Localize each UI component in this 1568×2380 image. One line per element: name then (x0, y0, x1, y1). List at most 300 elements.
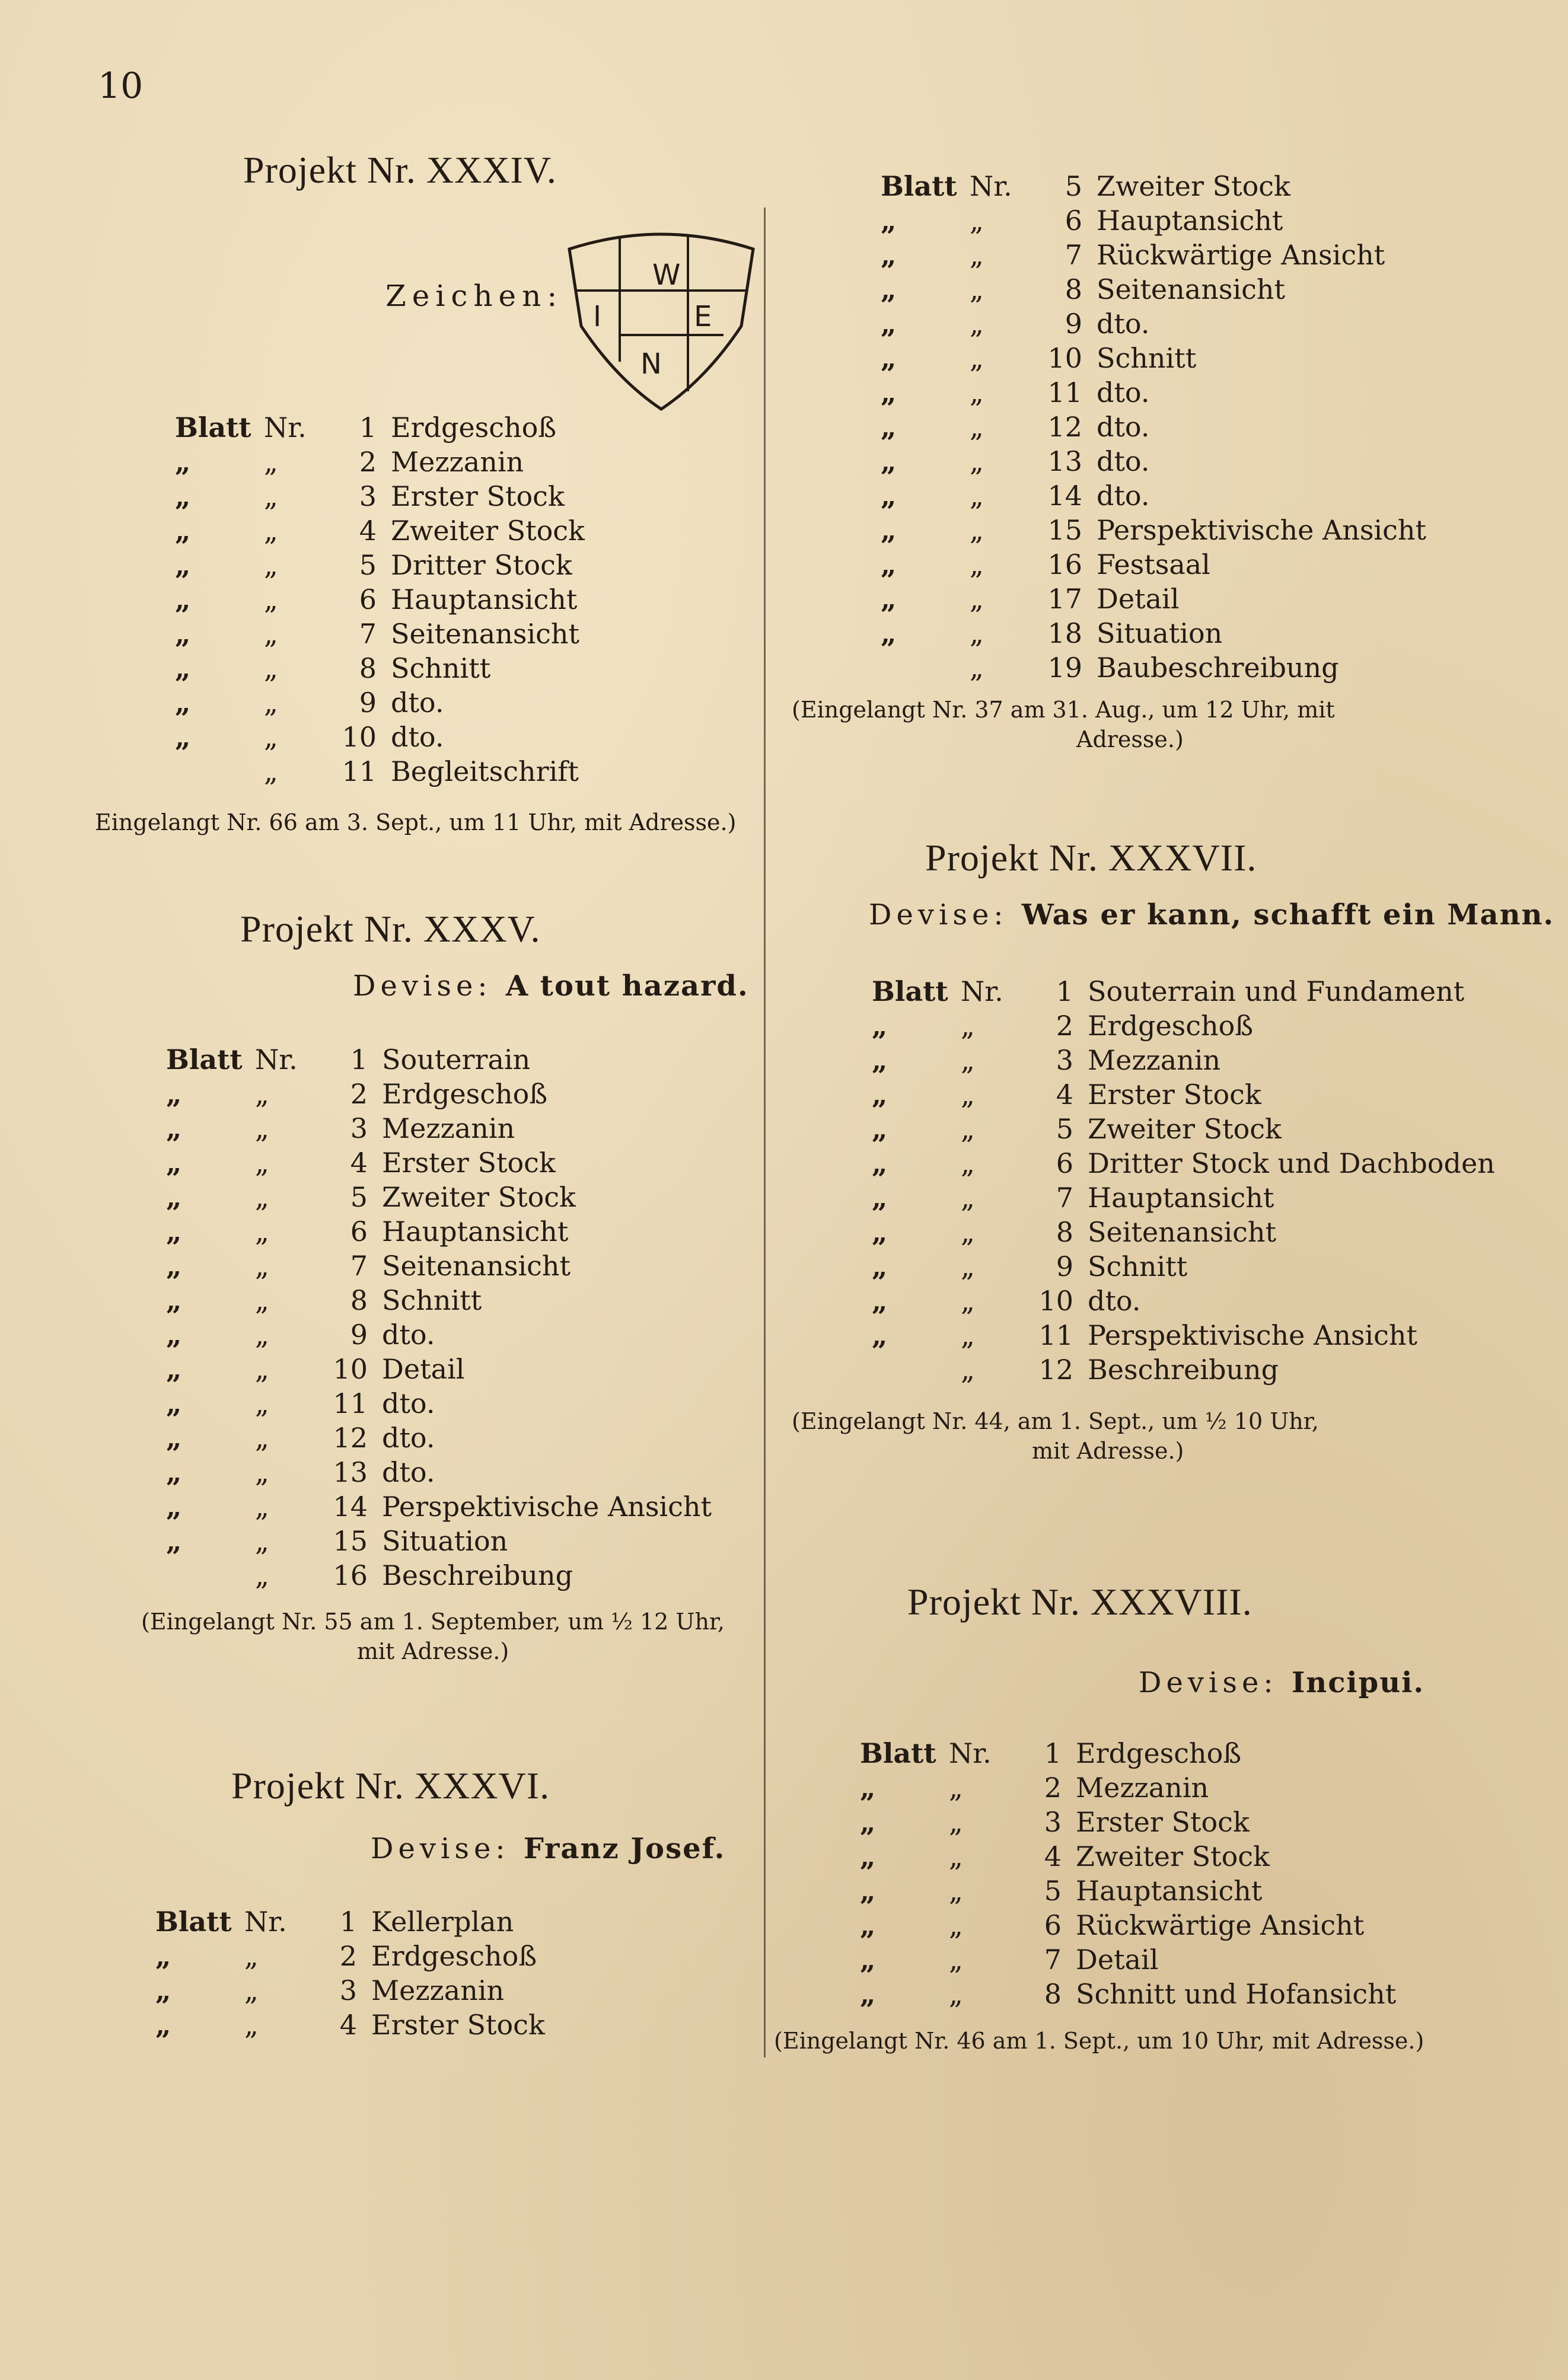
sheet-description: dto. (382, 1456, 435, 1488)
project-37-devise (869, 898, 1554, 931)
project-34-sheet-list (175, 410, 585, 789)
list-item (155, 2008, 545, 2042)
sheet-number: 7 (359, 618, 377, 650)
nr-label: „ (949, 1978, 963, 2010)
sheet-number: 1 (1044, 1737, 1062, 1769)
shield-emblem-icon (563, 225, 759, 415)
sheet-number: 3 (339, 1974, 357, 2006)
nr-label: „ (961, 1216, 975, 1248)
list-item (881, 169, 1426, 203)
list-item (860, 1736, 1396, 1770)
sheet-number: 12 (1047, 411, 1082, 443)
nr-label: „ (970, 308, 984, 340)
sheet-description: Erster Stock (382, 1147, 556, 1179)
emblem-letter-w: W (652, 259, 681, 292)
sheet-description: Erdgeschoß (1088, 1010, 1254, 1042)
list-item (166, 1386, 712, 1421)
sheet-number: 9 (1056, 1250, 1073, 1282)
sheet-number: 5 (1044, 1875, 1062, 1907)
blatt-label: „ (860, 1840, 876, 1872)
sheet-number: 8 (350, 1284, 368, 1316)
list-item (166, 1283, 712, 1317)
nr-label: „ (255, 1387, 269, 1419)
list-item (175, 617, 585, 651)
nr-label: „ (970, 583, 984, 615)
list-item (166, 1489, 712, 1524)
nr-label: „ (949, 1909, 963, 1941)
project-37-note: (Eingelangt Nr. 44, am 1. Sept., um ½ 10 Uhr, mit Adresse.) (792, 1408, 1319, 1464)
nr-label: „ (970, 239, 984, 271)
nr-label: „ (970, 273, 984, 305)
devise-label: Devise: (371, 1832, 510, 1865)
sheet-description: Perspektivische Ansicht (382, 1491, 712, 1523)
sheet-description: Schnitt (1097, 342, 1197, 374)
sheet-number: 12 (1038, 1354, 1073, 1386)
list-item (860, 1770, 1396, 1805)
sheet-number: 13 (333, 1456, 368, 1488)
nr-label: „ (970, 652, 984, 684)
sheet-number: 19 (1047, 652, 1082, 684)
sheet-description: Situation (1097, 617, 1223, 649)
devise-label: Devise: (353, 969, 492, 1003)
blatt-label: „ (175, 583, 191, 615)
sheet-description: Erdgeschoß (391, 411, 557, 444)
nr-label: „ (255, 1112, 269, 1144)
sheet-number: 8 (1044, 1978, 1062, 2010)
list-item (175, 513, 585, 548)
nr-label: „ (255, 1491, 269, 1523)
sheet-number: 6 (1044, 1909, 1062, 1941)
sheet-description: dto. (1097, 308, 1150, 340)
nr-label: „ (961, 1250, 975, 1282)
list-item (166, 1352, 712, 1386)
nr-label: Nr. (244, 1906, 287, 1938)
sheet-description: Seitenansicht (1088, 1216, 1277, 1248)
project-36-title: Projekt Nr. XXXVI. (231, 1765, 550, 1807)
sheet-number: 1 (339, 1906, 357, 1938)
sheet-number: 9 (350, 1319, 368, 1351)
list-item (881, 203, 1426, 238)
blatt-label: „ (872, 1285, 888, 1317)
nr-label: Nr. (264, 411, 307, 444)
blatt-label: „ (166, 1250, 182, 1282)
nr-label: „ (255, 1525, 269, 1557)
sheet-description: dto. (391, 687, 444, 719)
blatt-label: „ (166, 1353, 182, 1385)
sheet-description: Beschreibung (1088, 1354, 1279, 1386)
sheet-description: Seitenansicht (391, 618, 580, 650)
sheet-description: Zweiter Stock (382, 1181, 576, 1213)
nr-label: „ (961, 1285, 975, 1317)
blatt-label: „ (155, 1974, 171, 2006)
blatt-label: „ (166, 1525, 182, 1557)
page-number: 10 (98, 65, 144, 107)
nr-label: „ (255, 1319, 269, 1351)
list-item (166, 1558, 712, 1593)
nr-label: „ (949, 1875, 963, 1907)
sheet-description: Kellerplan (371, 1906, 514, 1938)
blatt-label: „ (860, 1909, 876, 1941)
blatt-label: Blatt (860, 1737, 936, 1769)
blatt-label: „ (872, 1319, 888, 1351)
sheet-number: 3 (1056, 1044, 1073, 1076)
list-item (881, 478, 1426, 513)
blatt-label: „ (860, 1875, 876, 1907)
blatt-label: „ (175, 652, 191, 684)
nr-label: „ (970, 411, 984, 443)
project-35-devise (353, 969, 749, 1003)
nr-label: „ (255, 1353, 269, 1385)
nr-label: „ (255, 1284, 269, 1316)
nr-label: „ (961, 1010, 975, 1042)
sheet-number: 14 (1047, 480, 1082, 512)
project-38-note: (Eingelangt Nr. 46 am 1. Sept., um 10 Uhr, mit Adresse.) (774, 2028, 1424, 2054)
blatt-label: „ (175, 618, 191, 650)
list-item (881, 444, 1426, 478)
list-item (860, 1805, 1396, 1839)
blatt-label: „ (175, 549, 191, 581)
sheet-number: 10 (342, 721, 377, 753)
sheet-number: 7 (1044, 1944, 1062, 1976)
nr-label: „ (949, 1840, 963, 1872)
blatt-label: „ (881, 411, 897, 443)
project-37-title: Projekt Nr. XXXVII. (925, 837, 1257, 879)
nr-label: „ (949, 1806, 963, 1838)
sheet-number: 10 (1047, 342, 1082, 374)
sheet-number: 2 (359, 446, 377, 478)
blatt-label: „ (166, 1215, 182, 1248)
sheet-description: dto. (1088, 1285, 1141, 1317)
sheet-description: Souterrain und Fundament (1088, 975, 1465, 1007)
column-divider (764, 208, 766, 2057)
list-item (872, 1284, 1495, 1318)
list-item (881, 238, 1426, 272)
sheet-description: Begleitschrift (391, 755, 579, 787)
blatt-label: Blatt (881, 170, 957, 202)
blatt-label: Blatt (872, 975, 948, 1007)
nr-label: „ (264, 755, 278, 787)
sheet-description: Mezzanin (1076, 1772, 1209, 1804)
sheet-description: Zweiter Stock (1076, 1840, 1270, 1872)
blatt-label: „ (881, 273, 897, 305)
blatt-label: Blatt (166, 1044, 243, 1076)
list-item (872, 1112, 1495, 1146)
nr-label: „ (970, 480, 984, 512)
sheet-description: dto. (382, 1422, 435, 1454)
sheet-description: Rückwärtige Ansicht (1076, 1909, 1365, 1941)
list-item (872, 1146, 1495, 1181)
sheet-number: 8 (359, 652, 377, 684)
blatt-label: „ (872, 1079, 888, 1111)
blatt-label: „ (175, 515, 191, 547)
sheet-description: Erster Stock (371, 2009, 545, 2041)
nr-label: „ (255, 1215, 269, 1248)
project-36-sheet-list-continued (881, 169, 1426, 685)
sheet-number: 9 (359, 687, 377, 719)
nr-label: „ (961, 1044, 975, 1076)
sheet-number: 13 (1047, 445, 1082, 477)
blatt-label: „ (166, 1284, 182, 1316)
project-36-sheet-list (155, 1904, 545, 2042)
nr-label: „ (970, 377, 984, 409)
project-34-title: Projekt Nr. XXXIV. (243, 149, 557, 191)
blatt-label: „ (881, 342, 897, 374)
sheet-description: Detail (1076, 1944, 1159, 1976)
list-item (872, 1215, 1495, 1249)
sheet-description: Hauptansicht (1076, 1875, 1263, 1907)
nr-label: „ (949, 1772, 963, 1804)
list-item (175, 651, 585, 685)
sheet-description: Schnitt (1088, 1250, 1188, 1282)
blatt-label: „ (166, 1422, 182, 1454)
list-item (166, 1077, 712, 1111)
nr-label: „ (264, 515, 278, 547)
sheet-description: Seitenansicht (382, 1250, 571, 1282)
project-35-title: Projekt Nr. XXXV. (240, 908, 541, 950)
list-item (860, 1977, 1396, 2011)
devise-label: Devise: (869, 898, 1008, 931)
sheet-number: 1 (359, 411, 377, 444)
sheet-description: Detail (382, 1353, 465, 1385)
blatt-label: „ (872, 1113, 888, 1145)
list-item (166, 1146, 712, 1180)
nr-label: „ (255, 1147, 269, 1179)
nr-label: „ (264, 583, 278, 615)
blatt-label: Blatt (155, 1906, 232, 1938)
list-item (881, 307, 1426, 341)
sheet-description: Souterrain (382, 1044, 531, 1076)
nr-label: „ (970, 445, 984, 477)
project-35-sheet-list (166, 1042, 712, 1593)
list-item (872, 1352, 1495, 1387)
list-item (175, 582, 585, 617)
sheet-description: Schnitt (391, 652, 491, 684)
blatt-label: „ (872, 1147, 888, 1179)
sheet-number: 7 (1056, 1182, 1073, 1214)
nr-label: „ (255, 1078, 269, 1110)
nr-label: „ (970, 548, 984, 580)
sheet-description: Erster Stock (1088, 1079, 1261, 1111)
list-item (175, 445, 585, 479)
sheet-number: 11 (1038, 1319, 1073, 1351)
sheet-number: 7 (350, 1250, 368, 1282)
blatt-label: „ (166, 1181, 182, 1213)
sheet-number: 10 (1038, 1285, 1073, 1317)
sheet-description: Hauptansicht (382, 1215, 569, 1248)
list-item (881, 616, 1426, 650)
nr-label: „ (264, 721, 278, 753)
sheet-number: 11 (342, 755, 377, 787)
list-item (872, 974, 1495, 1009)
sheet-number: 5 (350, 1181, 368, 1213)
blatt-label: „ (155, 2009, 171, 2041)
sheet-number: 5 (1065, 170, 1082, 202)
sheet-number: 16 (333, 1559, 368, 1591)
list-item (175, 479, 585, 513)
sheet-description: Beschreibung (382, 1559, 573, 1591)
sheet-description: Schnitt (382, 1284, 482, 1316)
blatt-label: „ (860, 1772, 876, 1804)
project-38-devise (1139, 1666, 1424, 1699)
list-item (166, 1421, 712, 1455)
sheet-description: Erdgeschoß (1076, 1737, 1242, 1769)
project-38-sheet-list (860, 1736, 1396, 2011)
nr-label: Nr. (949, 1737, 992, 1769)
list-item (881, 375, 1426, 410)
nr-label: „ (255, 1559, 269, 1591)
sheet-number: 16 (1047, 548, 1082, 580)
blatt-label: „ (881, 548, 897, 580)
nr-label: „ (255, 1250, 269, 1282)
sheet-description: Hauptansicht (1097, 205, 1283, 237)
sheet-description: Perspektivische Ansicht (1088, 1319, 1418, 1351)
blatt-label: „ (872, 1044, 888, 1076)
nr-label: „ (244, 1974, 259, 2006)
list-item (155, 1973, 545, 2008)
blatt-label: „ (860, 1978, 876, 2010)
blatt-label: „ (166, 1147, 182, 1179)
blatt-label: „ (175, 446, 191, 478)
list-item (881, 547, 1426, 582)
blatt-label: „ (872, 1010, 888, 1042)
project-36-note: (Eingelangt Nr. 37 am 31. Aug., um 12 Uhr, mit Adresse.) (792, 697, 1335, 752)
nr-label: Nr. (255, 1044, 298, 1076)
nr-label: „ (949, 1944, 963, 1976)
sheet-number: 4 (1056, 1079, 1073, 1111)
nr-label: „ (255, 1456, 269, 1488)
sheet-description: Zweiter Stock (391, 515, 585, 547)
list-item (872, 1181, 1495, 1215)
sheet-number: 5 (359, 549, 377, 581)
sheet-description: Erster Stock (391, 480, 565, 512)
blatt-label: „ (881, 514, 897, 546)
blatt-label: „ (166, 1112, 182, 1144)
sheet-description: Mezzanin (1088, 1044, 1221, 1076)
nr-label: Nr. (961, 975, 1003, 1007)
list-item (872, 1318, 1495, 1352)
nr-label: „ (264, 618, 278, 650)
list-item (166, 1042, 712, 1077)
blatt-label: „ (881, 445, 897, 477)
sheet-description: Baubeschreibung (1097, 652, 1339, 684)
list-item (175, 754, 585, 789)
sheet-description: Schnitt und Hofansicht (1076, 1978, 1397, 2010)
devise-value: Incipui. (1291, 1666, 1425, 1699)
list-item (872, 1077, 1495, 1112)
sheet-number: 8 (1065, 273, 1082, 305)
nr-label: „ (961, 1113, 975, 1145)
list-item (166, 1180, 712, 1214)
list-item (166, 1317, 712, 1352)
emblem-letter-n: N (640, 347, 662, 381)
emblem-letter-e: E (694, 300, 712, 333)
sheet-description: Zweiter Stock (1088, 1113, 1282, 1145)
sheet-description: dto. (1097, 411, 1150, 443)
list-item (881, 341, 1426, 375)
sheet-number: 6 (359, 583, 377, 615)
blatt-label: „ (166, 1456, 182, 1488)
nr-label: Nr. (970, 170, 1012, 202)
blatt-label: „ (166, 1387, 182, 1419)
sheet-description: Perspektivische Ansicht (1097, 514, 1427, 546)
sheet-description: Mezzanin (382, 1112, 515, 1144)
list-item (872, 1009, 1495, 1043)
nr-label: „ (970, 617, 984, 649)
sheet-description: Erdgeschoß (382, 1078, 548, 1110)
list-item (860, 1839, 1396, 1874)
sheet-description: Hauptansicht (1088, 1182, 1274, 1214)
nr-label: „ (961, 1354, 975, 1386)
nr-label: „ (264, 549, 278, 581)
nr-label: „ (961, 1147, 975, 1179)
list-item (881, 582, 1426, 616)
sheet-description: Hauptansicht (391, 583, 578, 615)
project-36-devise (371, 1832, 725, 1865)
project-38-title: Projekt Nr. XXXVIII. (907, 1581, 1253, 1623)
sheet-description: Dritter Stock und Dachboden (1088, 1147, 1495, 1179)
sheet-description: dto. (1097, 480, 1150, 512)
sheet-description: Erdgeschoß (371, 1940, 537, 1972)
nr-label: „ (264, 446, 278, 478)
blatt-label: „ (872, 1182, 888, 1214)
blatt-label: „ (166, 1491, 182, 1523)
nr-label: „ (244, 2009, 259, 2041)
sheet-number: 4 (359, 515, 377, 547)
sheet-description: Mezzanin (391, 446, 524, 478)
sheet-description: dto. (1097, 445, 1150, 477)
project-37-sheet-list (872, 974, 1495, 1387)
list-item (166, 1524, 712, 1558)
list-item (166, 1455, 712, 1489)
sheet-number: 4 (1044, 1840, 1062, 1872)
blatt-label: „ (860, 1944, 876, 1976)
sheet-number: 18 (1047, 617, 1082, 649)
emblem-letter-i: I (593, 300, 602, 333)
sheet-number: 15 (1047, 514, 1082, 546)
sheet-description: Zweiter Stock (1097, 170, 1290, 202)
sheet-number: 6 (350, 1215, 368, 1248)
nr-label: „ (264, 480, 278, 512)
sheet-description: dto. (391, 721, 444, 753)
sheet-description: Festsaal (1097, 548, 1210, 580)
blatt-label: „ (155, 1940, 171, 1972)
sheet-number: 2 (339, 1940, 357, 1972)
project-34-note: Eingelangt Nr. 66 am 3. Sept., um 11 Uhr, mit Adresse.) (95, 809, 737, 835)
sheet-number: 11 (1047, 377, 1082, 409)
sheet-number: 3 (359, 480, 377, 512)
blatt-label: Blatt (175, 411, 251, 444)
nr-label: „ (264, 687, 278, 719)
sheet-description: Situation (382, 1525, 508, 1557)
sheet-number: 2 (350, 1078, 368, 1110)
blatt-label: „ (881, 239, 897, 271)
sheet-number: 5 (1056, 1113, 1073, 1145)
sheet-number: 6 (1056, 1147, 1073, 1179)
list-item (175, 548, 585, 582)
nr-label: „ (970, 205, 984, 237)
list-item (860, 1874, 1396, 1908)
blatt-label: „ (872, 1216, 888, 1248)
devise-value: A tout hazard. (505, 969, 749, 1003)
blatt-label: „ (166, 1078, 182, 1110)
blatt-label: „ (860, 1806, 876, 1838)
blatt-label: „ (881, 205, 897, 237)
list-item (881, 410, 1426, 444)
sheet-number: 17 (1047, 583, 1082, 615)
sheet-number: 3 (1044, 1806, 1062, 1838)
nr-label: „ (970, 342, 984, 374)
blatt-label: „ (881, 308, 897, 340)
